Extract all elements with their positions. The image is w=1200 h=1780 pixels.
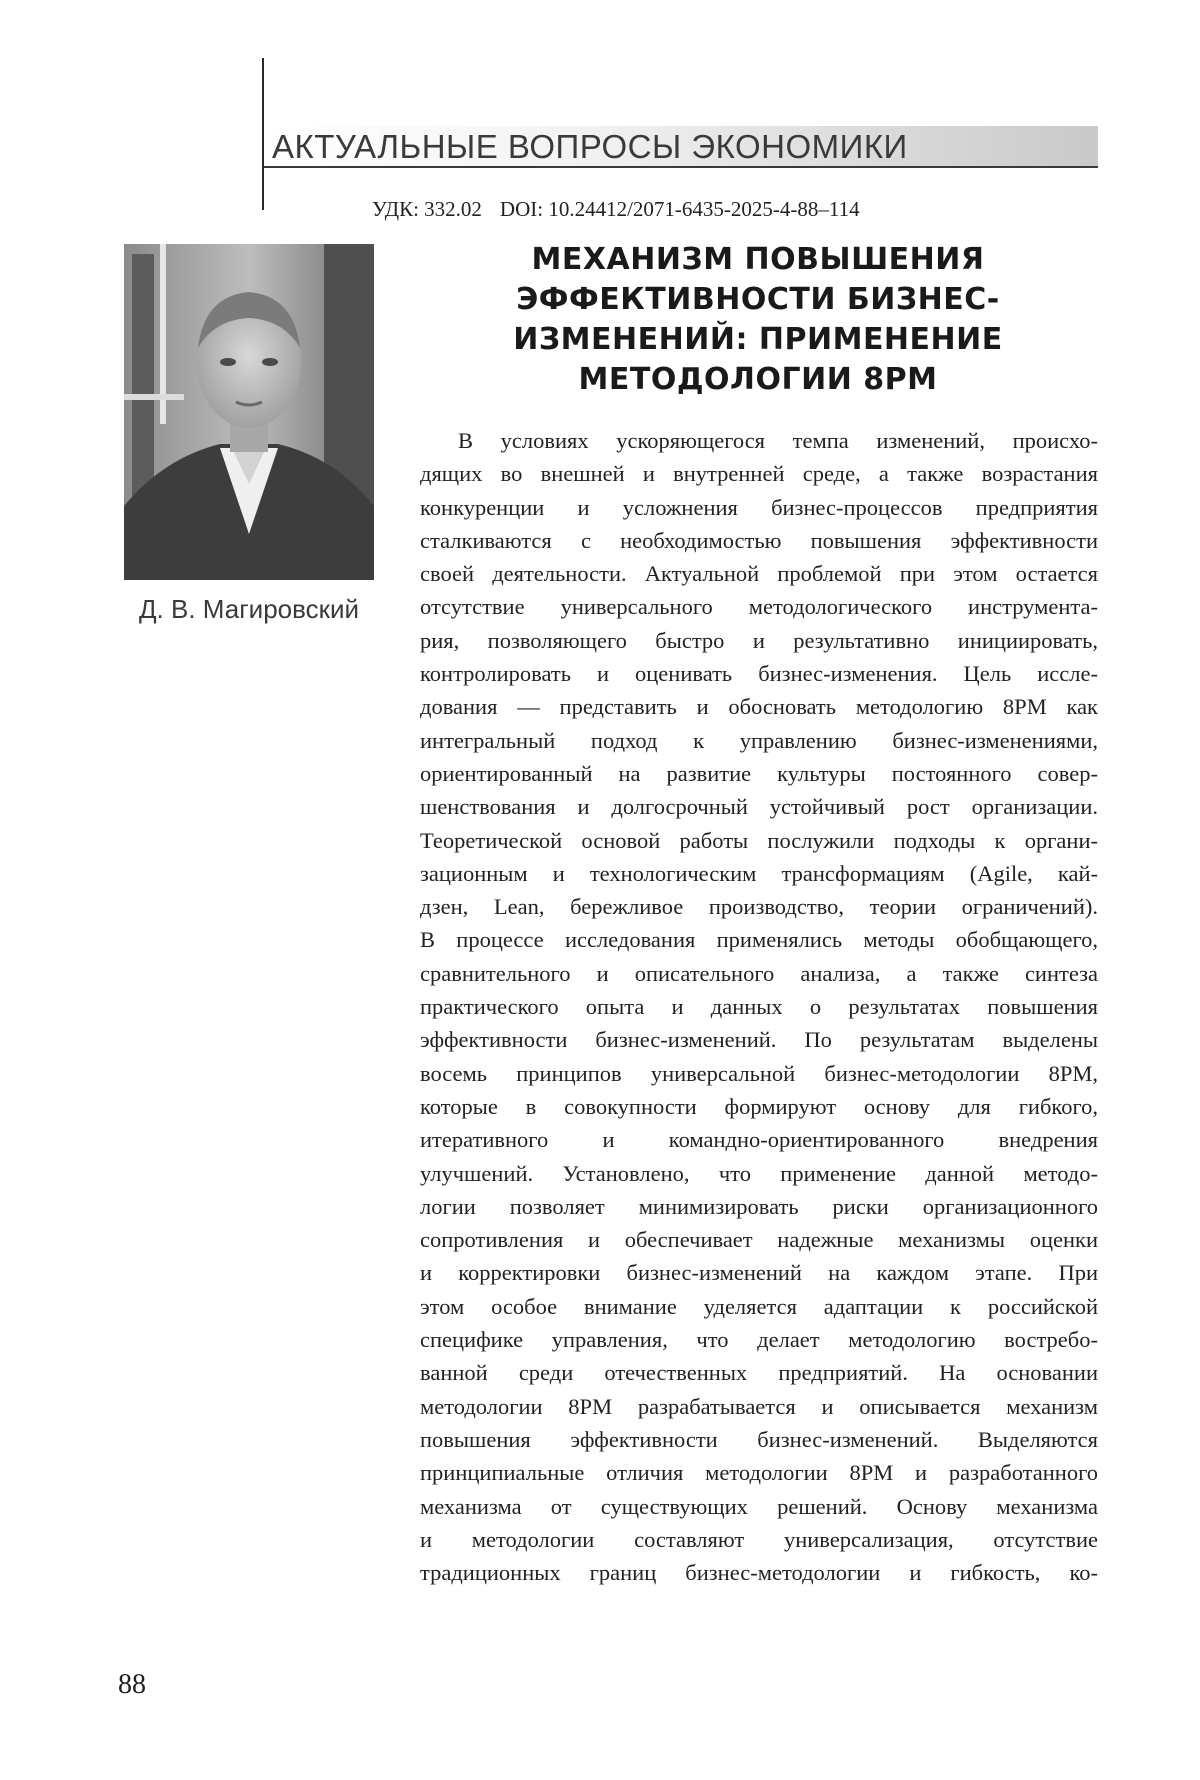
page-number: 88 xyxy=(118,1669,146,1701)
doi: DOI: 10.24412/2071-6435-2025-4-88–114 xyxy=(500,197,860,221)
abstract-line: ванной среди отечественных предприятий. На основании xyxy=(420,1356,1098,1389)
abstract-line: эффективности бизнес-изменений. По результатам выделены xyxy=(420,1023,1098,1056)
abstract-line: улучшений. Установлено, что применение данной методо- xyxy=(420,1157,1098,1190)
abstract-line: В процессе исследования применялись методы обобщающего, xyxy=(420,923,1098,956)
abstract-line: интегральный подход к управлению бизнес-изменениями, xyxy=(420,724,1098,757)
abstract-line: принципиальные отличия методологии 8PM и разработанного xyxy=(420,1456,1098,1489)
abstract-line: Теоретической основой работы послужили подходы к органи- xyxy=(420,824,1098,857)
abstract-line: В условиях ускоряющегося темпа изменений, происхо- xyxy=(420,424,1098,457)
abstract-line: этом особое внимание уделяется адаптации к российской xyxy=(420,1290,1098,1323)
article-identifiers xyxy=(372,196,972,222)
abstract-line: традиционных границ бизнес-методологии и гибкость, ко- xyxy=(420,1556,1098,1589)
abstract-line: и методологии составляют универсализация, отсутствие xyxy=(420,1523,1098,1556)
abstract-line: методологии 8PM разрабатывается и описывается механизм xyxy=(420,1390,1098,1423)
abstract-line: которые в совокупности формируют основу для гибкого, xyxy=(420,1090,1098,1123)
abstract-line: восемь принципов универсальной бизнес-методологии 8PM, xyxy=(420,1057,1098,1090)
abstract-line: дзен, Lean, бережливое производство, теории ограничений). xyxy=(420,890,1098,923)
abstract-line: итеративного и командно-ориентированного внедрения xyxy=(420,1123,1098,1156)
title-line: ИЗМЕНЕНИЙ: ПРИМЕНЕНИЕ xyxy=(420,320,1096,360)
header-horizontal-rule xyxy=(264,166,1098,168)
author-portrait-icon xyxy=(124,244,374,580)
abstract-line: отсутствие универсального методологического инструмента- xyxy=(420,590,1098,623)
abstract-line: ориентированный на развитие культуры постоянного совер- xyxy=(420,757,1098,790)
section-title: АКТУАЛЬНЫЕ ВОПРОСЫ ЭКОНОМИКИ xyxy=(272,128,908,166)
abstract-line: сравнительного и описательного анализа, а также синтеза xyxy=(420,957,1098,990)
abstract-line: сопротивления и обеспечивает надежные механизмы оценки xyxy=(420,1223,1098,1256)
abstract xyxy=(420,424,1098,1589)
author-photo xyxy=(124,244,374,580)
udc-code: УДК: 332.02 xyxy=(372,197,482,221)
abstract-line: дящих во внешней и внутренней среде, а также возрастания xyxy=(420,457,1098,490)
abstract-line: контролировать и оценивать бизнес-изменения. Цель иссле- xyxy=(420,657,1098,690)
abstract-line: практического опыта и данных о результатах повышения xyxy=(420,990,1098,1023)
abstract-line: шенствования и долгосрочный устойчивый рост организации. xyxy=(420,790,1098,823)
title-line: МЕХАНИЗМ ПОВЫШЕНИЯ xyxy=(420,240,1096,280)
abstract-line: логии позволяет минимизировать риски организационного xyxy=(420,1190,1098,1223)
abstract-line: своей деятельности. Актуальной проблемой при этом остается xyxy=(420,557,1098,590)
abstract-line: конкуренции и усложнения бизнес-процессов предприятия xyxy=(420,491,1098,524)
abstract-line: дования — представить и обосновать методологию 8PM как xyxy=(420,690,1098,723)
abstract-line: рия, позволяющего быстро и результативно инициировать, xyxy=(420,624,1098,657)
abstract-line: повышения эффективности бизнес-изменений. Выделяются xyxy=(420,1423,1098,1456)
author-name: Д. В. Магировский xyxy=(124,594,374,625)
title-line: МЕТОДОЛОГИИ 8PM xyxy=(420,360,1096,400)
abstract-line: специфике управления, что делает методологию востребо- xyxy=(420,1323,1098,1356)
abstract-line: сталкиваются с необходимостью повышения эффективности xyxy=(420,524,1098,557)
title-line: ЭФФЕКТИВНОСТИ БИЗНЕС- xyxy=(420,280,1096,320)
abstract-line: и корректировки бизнес-изменений на каждом этапе. При xyxy=(420,1256,1098,1289)
article-title xyxy=(420,240,1096,400)
abstract-line: механизма от существующих решений. Основу механизма xyxy=(420,1490,1098,1523)
abstract-line: зационным и технологическим трансформациям (Agile, кай- xyxy=(420,857,1098,890)
